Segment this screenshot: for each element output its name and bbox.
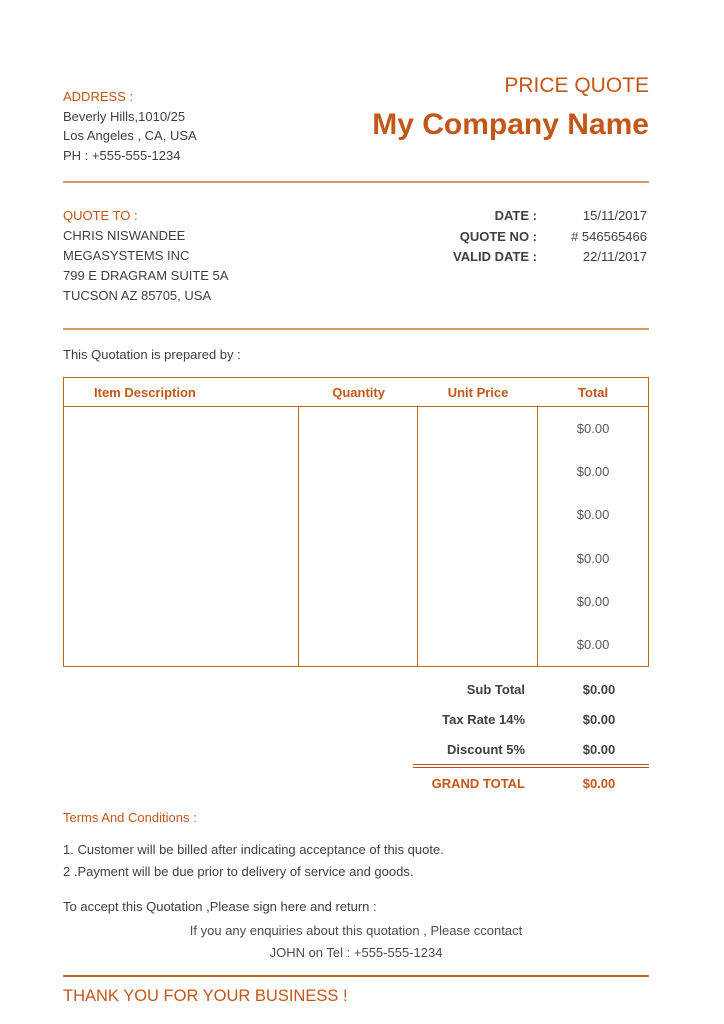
prepared-by-line: This Quotation is prepared by : <box>63 347 241 362</box>
unit-price-column <box>418 407 538 666</box>
quote-meta-label: DATE : <box>494 208 537 223</box>
footer-divider <box>63 975 649 977</box>
summary-label: Discount 5% <box>446 741 525 757</box>
terms-heading: Terms And Conditions : <box>63 810 197 825</box>
grand-total-row <box>63 768 649 798</box>
company-address-block <box>63 74 363 165</box>
quote-meta-value: 15/11/2017 <box>582 208 647 223</box>
quote-to-line: CHRIS NISWANDEE <box>63 228 186 243</box>
quote-meta-label: VALID DATE : <box>452 249 537 264</box>
quote-to-block <box>63 206 393 306</box>
grand-total-label: GRAND TOTAL <box>431 775 525 791</box>
terms-line: 2 .Payment will be due prior to delivery of service and goods. <box>63 864 414 879</box>
column-header-quantity: Quantity <box>332 384 385 400</box>
row-total-value: $0.00 <box>576 464 610 480</box>
quote-meta-value: # 546565466 <box>571 228 647 244</box>
items-table-body <box>63 407 649 667</box>
total-column <box>538 407 648 666</box>
summary-value: $0.00 <box>582 711 616 727</box>
address-line: PH : +555-555-1234 <box>63 147 181 163</box>
quote-to-line: MEGASYSTEMS INC <box>63 248 190 263</box>
enquiry-line-1: If you any enquiries about this quotation , Please ccontact <box>189 923 523 938</box>
row-total-value: $0.00 <box>576 593 610 609</box>
summary-row <box>63 734 649 764</box>
summary-rows <box>63 674 649 764</box>
summary-label: Sub Total <box>466 681 525 697</box>
items-table-header <box>63 377 649 407</box>
column-header-total: Total <box>578 384 609 400</box>
quantity-column <box>299 407 418 666</box>
grand-total-value: $0.00 <box>582 775 616 791</box>
company-title-block <box>363 74 649 165</box>
quote-meta-value: 22/11/2017 <box>582 249 647 264</box>
summary-row <box>63 704 649 734</box>
column-header-item-description: Item Description <box>94 384 196 400</box>
quote-meta-block <box>393 206 649 306</box>
row-total-value: $0.00 <box>576 507 610 523</box>
summary-row <box>63 674 649 704</box>
row-total-value: $0.00 <box>576 636 610 652</box>
item-description-column <box>64 407 299 666</box>
quote-to-label: QUOTE TO : <box>63 208 138 223</box>
terms-line: 1. Customer will be billed after indicating acceptance of this quote. <box>63 842 444 857</box>
company-name: My Company Name <box>372 108 649 141</box>
quote-meta-row <box>393 227 649 248</box>
quote-info-section <box>63 183 649 330</box>
thank-you-message: THANK YOU FOR YOUR BUSINESS ! <box>63 987 348 1005</box>
summary-value: $0.00 <box>582 741 616 757</box>
row-total-value: $0.00 <box>576 550 610 566</box>
quote-meta-row <box>393 206 649 227</box>
accept-quotation-line: To accept this Quotation ,Please sign here and return : <box>63 899 377 914</box>
summary-label: Tax Rate 14% <box>442 711 525 727</box>
address-line: Beverly Hills,1010/25 <box>63 108 186 124</box>
address-lines <box>63 107 363 166</box>
totals-summary <box>63 674 649 798</box>
column-header-unit-price: Unit Price <box>447 384 509 400</box>
quote-meta-label: QUOTE NO : <box>459 228 537 244</box>
quote-to-line: TUCSON AZ 85705, USA <box>63 288 212 303</box>
enquiry-line-2: JOHN on Tel : +555-555-1234 <box>269 945 443 960</box>
items-table <box>63 377 649 667</box>
address-label: ADDRESS : <box>63 89 134 104</box>
quote-to-line: 799 E DRAGRAM SUITE 5A <box>63 268 229 283</box>
terms-lines <box>63 839 649 883</box>
row-total-value: $0.00 <box>576 421 610 437</box>
summary-value: $0.00 <box>582 681 616 697</box>
quote-meta-row <box>393 247 649 268</box>
quote-to-lines <box>63 226 393 306</box>
address-line: Los Angeles , CA, USA <box>63 128 197 143</box>
document-type-title: PRICE QUOTE <box>504 74 649 97</box>
document-header <box>63 74 649 183</box>
